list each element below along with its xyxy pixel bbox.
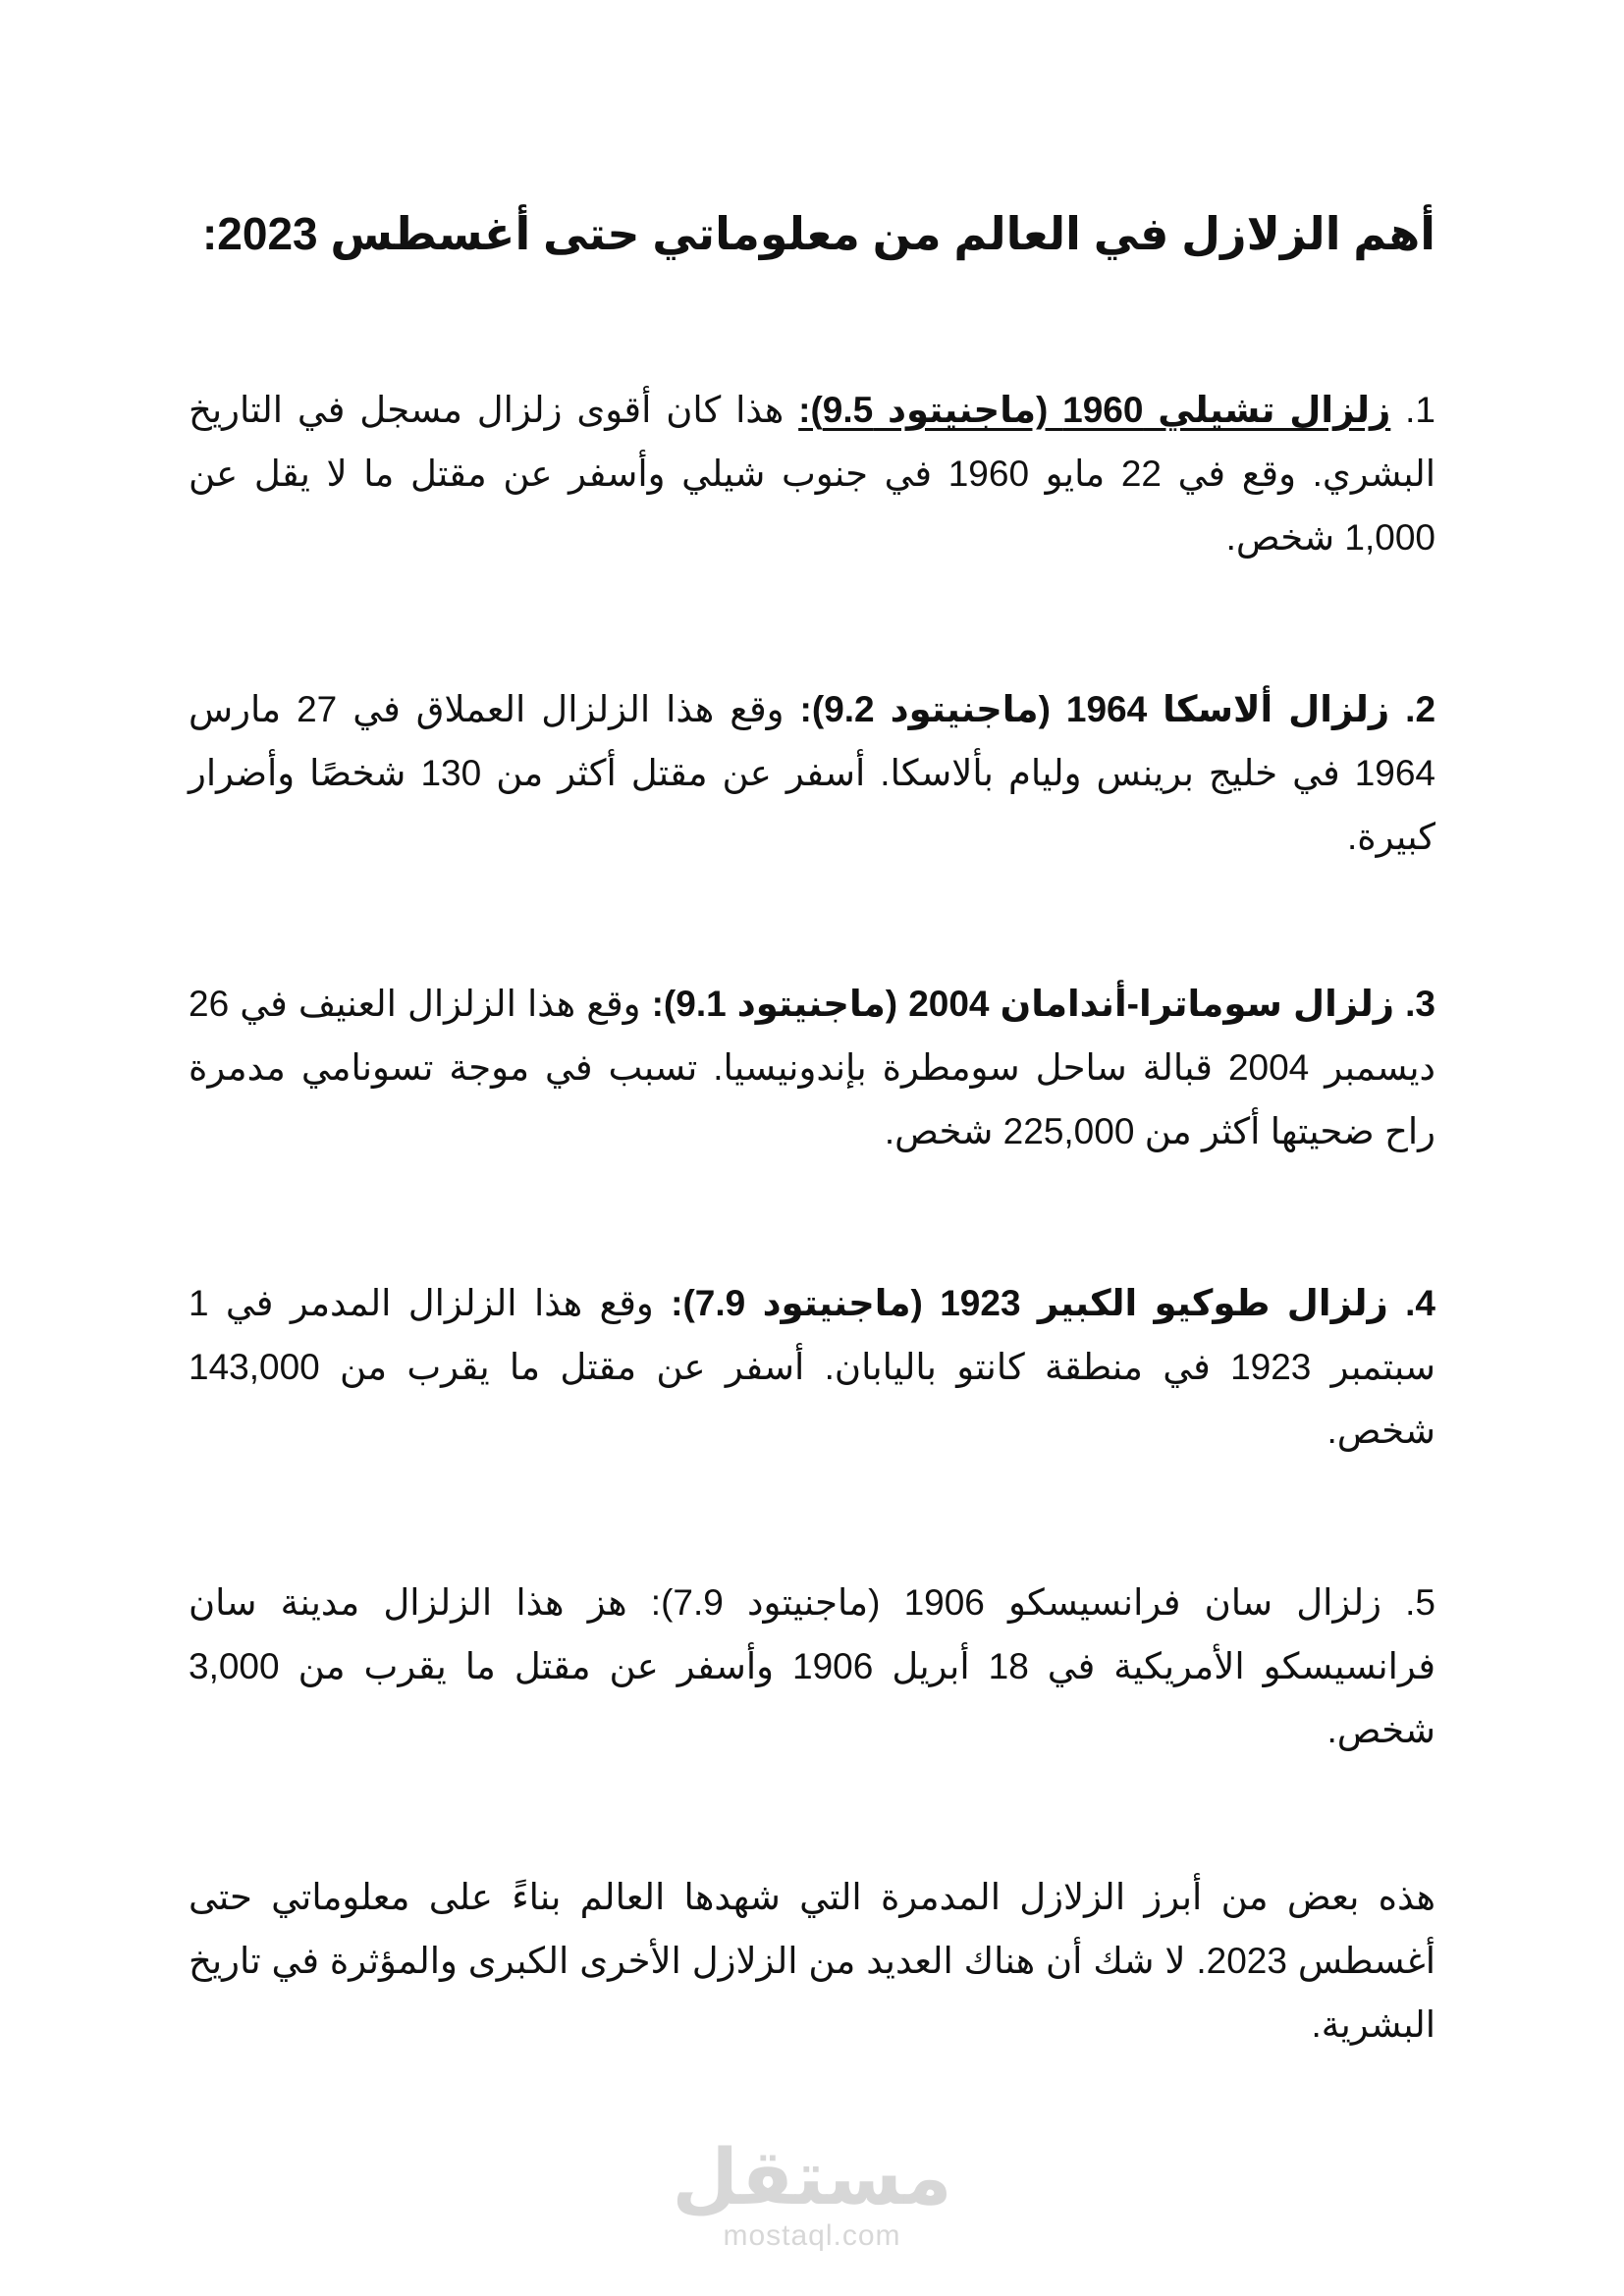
- item-number: 2.: [1405, 689, 1436, 729]
- earthquake-item-tokyo: [189, 1271, 1435, 1463]
- watermark: [0, 2135, 1624, 2253]
- page-title: أهم الزلازل في العالم من معلوماتي حتى أغسطس 2023:: [201, 208, 1435, 259]
- item-body: وقع هذا الزلزال العنيف في 26 ديسمبر 2004 قبالة ساحل سومطرة بإندونيسيا. تسبب في موجة تسونامي مدمرة راح ضحيتها أكثر من 225,000 شخص.: [189, 984, 1435, 1151]
- item-heading: زلزال سوماترا-أندامان 2004 (ماجنيتود 9.1):: [651, 984, 1395, 1024]
- item-body: هذا كان أقوى زلزال مسجل في التاريخ البشري. وقع في 22 مايو 1960 في جنوب شيلي وأسفر عن مقتل ما لا يقل عن 1,000 شخص.: [189, 390, 1435, 558]
- earthquake-item-san-francisco: [189, 1571, 1435, 1762]
- item-number: 4.: [1405, 1283, 1435, 1323]
- conclusion-paragraph: هذه بعض من أبرز الزلازل المدمرة التي شهدها العالم بناءً على معلوماتي حتى أغسطس 2023. لا شك أن هناك العديد من الزلازل الأخرى الكبرى والمؤثرة في تاريخ البشرية.: [189, 1877, 1435, 2045]
- item-heading: زلزال طوكيو الكبير 1923 (ماجنيتود 7.9):: [671, 1283, 1388, 1323]
- earthquake-item-sumatra: [189, 972, 1435, 1163]
- item-body: وقع هذا الزلزال المدمر في 1 سبتمبر 1923 في منطقة كانتو باليابان. أسفر عن مقتل ما يقرب من 143,000 شخص.: [189, 1283, 1435, 1451]
- item-text: زلزال سان فرانسيسكو 1906 (ماجنيتود 7.9): هز هذا الزلزال مدينة سان فرانسيسكو الأمريكية في 18 أبريل 1906 وأسفر عن مقتل ما يقرب من 3,000 شخص.: [189, 1582, 1435, 1750]
- item-heading: زلزال تشيلي 1960 (ماجنيتود 9.5):: [798, 390, 1391, 430]
- watermark-site: mostaql.com: [723, 2219, 901, 2252]
- item-number: 5.: [1405, 1582, 1435, 1623]
- item-number: 3.: [1405, 984, 1435, 1024]
- watermark-logo: مستقل: [672, 2134, 952, 2220]
- earthquake-item-chile: [189, 378, 1435, 569]
- earthquake-item-alaska: [189, 677, 1435, 869]
- item-heading: زلزال ألاسكا 1964 (ماجنيتود 9.2):: [799, 689, 1390, 729]
- item-body: وقع هذا الزلزال العملاق في 27 مارس 1964 في خليج برينس وليام بألاسكا. أسفر عن مقتل أكثر من 130 شخصًا وأضرار كبيرة.: [189, 689, 1436, 857]
- item-number: 1.: [1405, 390, 1435, 430]
